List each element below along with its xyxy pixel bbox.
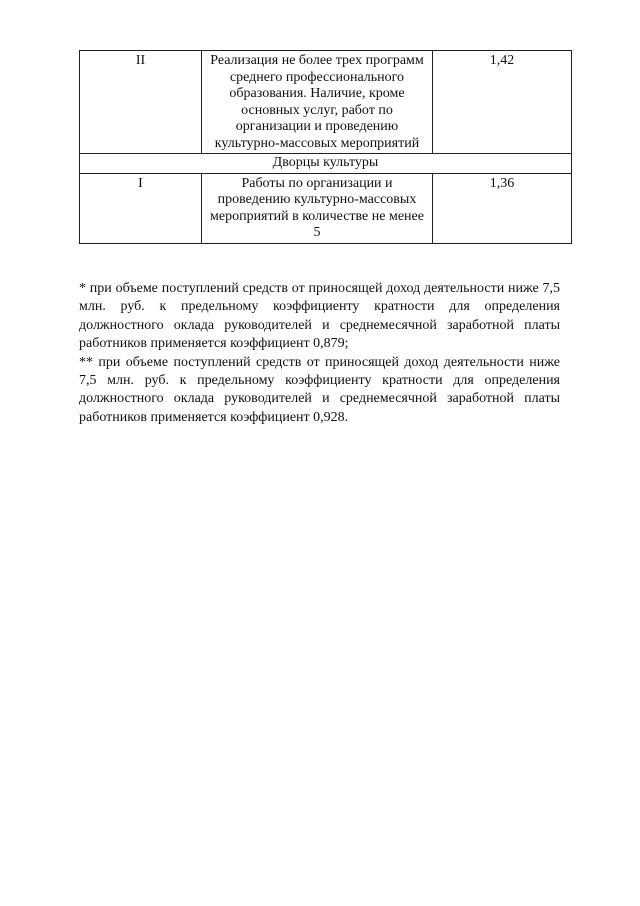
description-cell: Реализация не более трех программ среднего профессионального образования. Наличие, кроме основных услуг, работ по организации и проведению культурно-массовых мероприятий [202, 51, 433, 154]
table-row [80, 173, 572, 243]
description-cell: Работы по организации и проведению культурно-массовых мероприятий в количестве не менее 5 [202, 173, 433, 243]
section-title: Дворцы культуры [80, 154, 572, 174]
footnotes [79, 280, 560, 427]
coefficient-cell: 1,36 [433, 173, 572, 243]
footnote-double-asterisk: ** при объеме поступлений средств от приносящей доход деятельности ниже 7,5 млн. руб. к предельному коэффициенту кратности для определения должностного оклада руководителей и среднемесячной заработной платы работников применяется коэффициент 0,928. [79, 354, 560, 425]
table-row [80, 51, 572, 154]
coefficient-table [79, 50, 572, 244]
category-cell: II [80, 51, 202, 154]
coefficient-cell: 1,42 [433, 51, 572, 154]
section-row [80, 154, 572, 174]
footnote-single-asterisk: * при объеме поступлений средств от приносящей доход деятельности ниже 7,5 млн. руб. к предельному коэффициенту кратности для определения должностного оклада руководителей и среднемесячной заработной платы работников применяется коэффициент 0,879; [79, 281, 560, 352]
category-cell: I [80, 173, 202, 243]
